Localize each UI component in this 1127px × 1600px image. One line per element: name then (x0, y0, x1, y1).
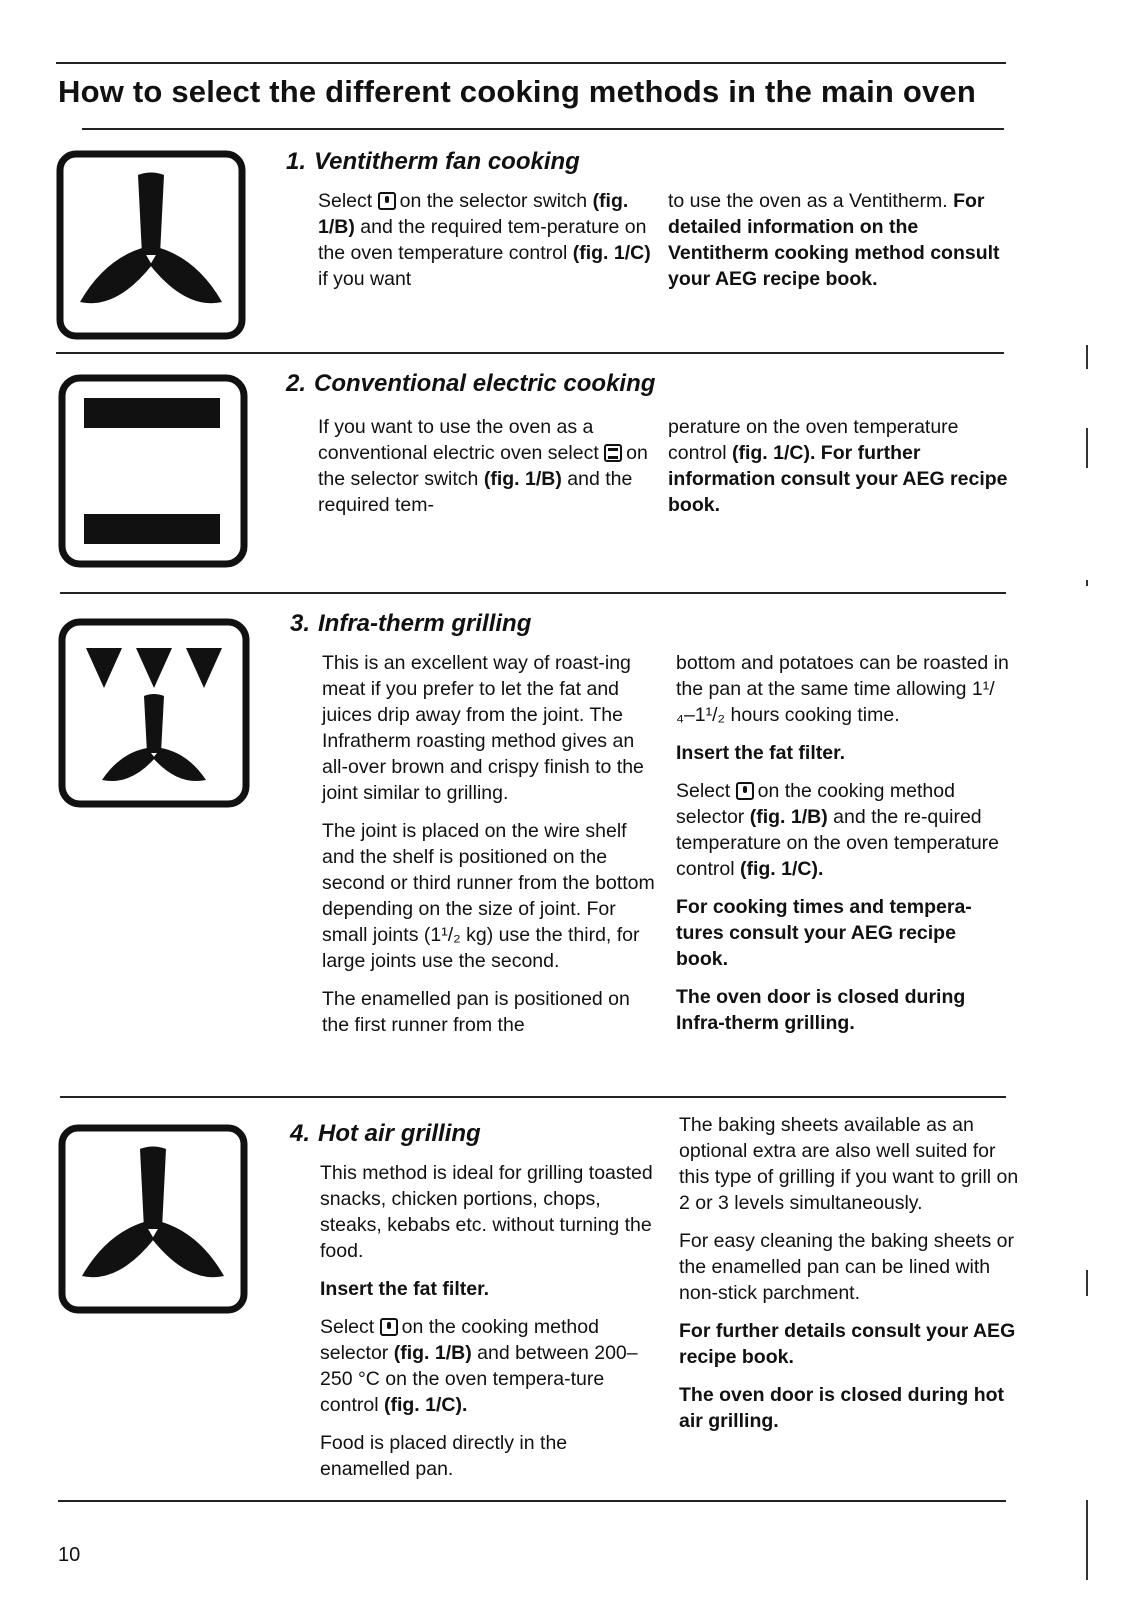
figure-reference: (fig. 1/B) (318, 190, 629, 238)
conventional-symbol-icon (604, 444, 622, 462)
fan-icon (56, 150, 246, 340)
paragraph (318, 188, 663, 292)
bold-note: For further details consult your AEG recipe book. (679, 1320, 1016, 1368)
fan-symbol-icon (378, 192, 396, 210)
bold-note: For detailed information on the Ventitherm cooking method consult your AEG recipe book. (668, 190, 1000, 290)
text: If you want to use the oven as a conventional electric oven select (318, 416, 599, 464)
section-4-left-column (320, 1160, 660, 1494)
bold-note: For further information consult your AEG recipe book. (668, 442, 1008, 516)
section-2-left-column (318, 414, 653, 530)
paragraph: This is an excellent way of roast-ing meat if you prefer to let the fat and juices drip away from the joint. The Infratherm roasting method gives an all-over brown and crispy finish to the joint similar to grilling. (322, 652, 644, 804)
page-number: 10 (58, 1544, 81, 1566)
text: and between 200–250 °C on the oven tempera-ture control (320, 1342, 638, 1416)
section-3-heading (290, 610, 531, 638)
section-divider (60, 592, 1006, 594)
figure-reference: (fig. 1/C). (383, 1394, 468, 1416)
text: on the selector switch (399, 190, 588, 212)
bold-note: The oven door is closed during hot air grilling. (679, 1384, 1005, 1432)
fan-icon (58, 1124, 248, 1314)
section-divider (56, 352, 1004, 354)
text: perature on the oven temperature control (668, 416, 959, 464)
paragraph (668, 414, 1013, 518)
bold-note: For cooking times and tempera-tures consult your AEG recipe book. (676, 896, 972, 970)
paragraph: The baking sheets available as an optional extra are also well suited for this type of grilling if you want to grill on 2 or 3 levels simultaneously. (679, 1114, 1019, 1214)
text: Select (676, 780, 731, 802)
scan-edge-marks (1084, 200, 1094, 1580)
paragraph: For easy cleaning the baking sheets or the enamelled pan can be lined with non-stick parchment. (679, 1230, 1014, 1304)
text: on the selector switch (318, 442, 648, 490)
section-4-right-column (679, 1112, 1024, 1446)
top-rule (56, 62, 1006, 64)
section-title: Infra-therm grilling (318, 610, 532, 637)
text: and the required tem- (318, 468, 633, 516)
text: Select (318, 190, 373, 212)
bold-note: The oven door is closed during Infra-therm grilling. (676, 986, 966, 1034)
section-1-right-column (668, 188, 1008, 304)
bottom-rule (58, 1500, 1006, 1502)
section-number: 3. (290, 610, 311, 637)
text: and the required tem-perature on the oven temperature control (318, 216, 647, 264)
title-underline (82, 128, 1004, 130)
fan-symbol-icon (380, 1318, 398, 1336)
page-title: How to select the different cooking methods in the main oven (58, 74, 976, 109)
figure-reference: (fig. 1/B) (483, 468, 562, 490)
section-2-heading (286, 370, 655, 398)
paragraph: This method is ideal for grilling toasted snacks, chicken portions, chops, steaks, kebabs etc. without turning the food. (320, 1162, 653, 1262)
text: and the re-quired temperature on the oven temperature control (676, 806, 1000, 880)
paragraph (320, 1314, 660, 1418)
figure-reference: (fig. 1/C). (731, 442, 816, 464)
section-1-left-column (318, 188, 663, 304)
text: on the cooking method selector (320, 1316, 599, 1364)
section-number: 2. (286, 370, 307, 397)
paragraph (676, 778, 1012, 882)
section-3-left-column (322, 650, 660, 1050)
section-number: 4. (290, 1120, 311, 1147)
grill-symbol-icon (736, 782, 754, 800)
section-2-right-column (668, 414, 1013, 530)
text: Select (320, 1316, 375, 1338)
text: on the cooking method selector (676, 780, 955, 828)
section-4-heading (290, 1120, 481, 1148)
section-1-heading (286, 148, 580, 176)
section-title: Hot air grilling (318, 1120, 481, 1147)
section-divider (60, 1096, 1006, 1098)
figure-reference: (fig. 1/C). (739, 858, 824, 880)
paragraph: The enamelled pan is positioned on the first runner from the (322, 988, 630, 1036)
grill-fan-icon (58, 618, 250, 808)
figure-reference: (fig. 1/C) (572, 242, 651, 264)
section-title: Conventional electric cooking (314, 370, 656, 397)
paragraph (318, 414, 653, 518)
paragraph: bottom and potatoes can be roasted in the pan at the same time allowing 1¹/₄–1¹/₂ hours cooking time. (676, 652, 1009, 726)
figure-reference: (fig. 1/B) (749, 806, 828, 828)
paragraph: The joint is placed on the wire shelf and the shelf is positioned on the second or third runner from the bottom depending on the size of joint. For small joints (1¹/₂ kg) use the third, for large joints use the second. (322, 820, 655, 972)
text: if you want (318, 268, 412, 290)
section-number: 1. (286, 148, 307, 175)
bold-note: Insert the fat filter. (320, 1278, 490, 1300)
section-title: Ventitherm fan cooking (314, 148, 580, 175)
text: to use the oven as a Ventitherm. (668, 190, 948, 212)
section-3-right-column (676, 650, 1012, 1048)
bold-note: Insert the fat filter. (676, 742, 846, 764)
paragraph (668, 188, 1008, 292)
paragraph: Food is placed directly in the enamelled pan. (320, 1432, 568, 1480)
top-bottom-heat-icon (58, 374, 248, 568)
figure-reference: (fig. 1/B) (393, 1342, 472, 1364)
